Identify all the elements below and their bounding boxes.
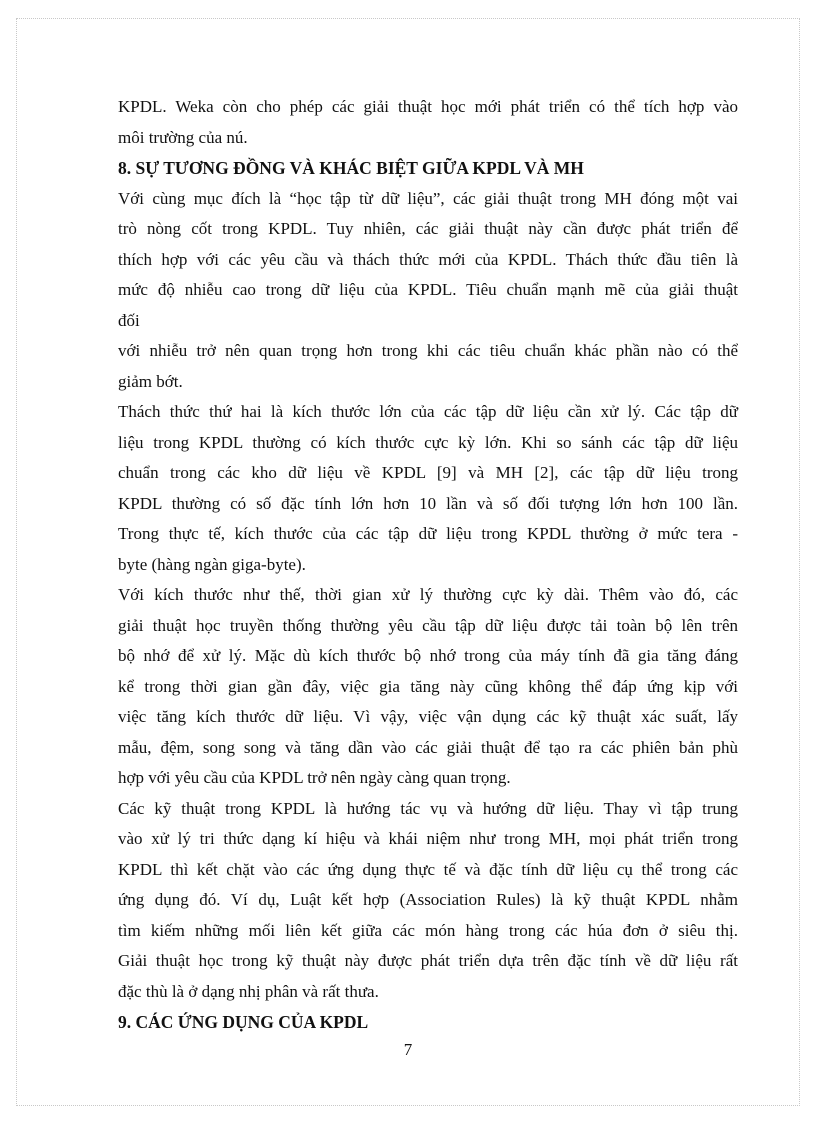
text-line: kể trong thời gian gần đây, việc gia tăng này cũng không thể đáp ứng kịp với — [118, 676, 738, 696]
text-line: byte (hàng ngàn giga-byte). — [118, 554, 306, 574]
text-line: Trong thực tế, kích thước của các tập dữ liệu trong KPDL thường ở mức tera - — [118, 524, 738, 543]
text-line: Với cùng mục đích là “học tập từ dữ liệu”, các giải thuật trong MH đóng một vai — [118, 188, 738, 208]
text-line: vào xử lý tri thức dạng kí hiệu và khái niệm như trong MH, mọi phát triển trong — [118, 829, 738, 848]
text-line: với nhiễu trở nên quan trọng hơn trong khi các tiêu chuẩn khác phần nào có thể — [118, 341, 738, 360]
page-body — [118, 92, 738, 1038]
paragraph — [118, 184, 738, 398]
paragraph — [118, 92, 738, 153]
page-number: 7 — [403, 1040, 413, 1059]
text-line: trò nòng cốt trong KPDL. Tuy nhiên, các giải thuật này cần được phát triển để — [118, 219, 738, 238]
text-line: Các kỹ thuật trong KPDL là hướng tác vụ và hướng dữ liệu. Thay vì tập trung — [118, 798, 738, 818]
text-line: đối — [118, 310, 140, 330]
section-heading: 8. SỰ TƯƠNG ĐỒNG VÀ KHÁC BIỆT GIỮA KPDL VÀ MH — [118, 158, 584, 178]
text-line: việc tăng kích thước dữ liệu. Vì vậy, việc vận dụng các kỹ thuật xác suất, lấy — [118, 707, 738, 726]
section-heading: 9. CÁC ỨNG DỤNG CỦA KPDL — [118, 1012, 369, 1032]
text-line: KPDL thường có số đặc tính lớn hơn 10 lần và số đối tượng lớn hơn 100 lần. — [118, 493, 738, 513]
paragraph — [118, 794, 738, 1008]
text-line: mẫu, đệm, song song và tăng dần vào các giải thuật để tạo ra các phiên bản phù — [118, 737, 738, 757]
text-line: KPDL. Weka còn cho phép các giải thuật học mới phát triển có thể tích hợp vào — [118, 97, 738, 116]
text-line: thích hợp với các yêu cầu và thách thức mới của KPDL. Thách thức đầu tiên là — [118, 249, 738, 269]
text-line: ứng dụng đó. Ví dụ, Luật kết hợp (Association Rules) là kỹ thuật KPDL nhằm — [118, 890, 738, 909]
text-line: KPDL thì kết chặt vào các ứng dụng thực tế và đặc tính dữ liệu cụ thể trong các — [118, 859, 738, 879]
text-line: hợp với yêu cầu của KPDL trở nên ngày càng quan trọng. — [118, 768, 511, 787]
text-line: mức độ nhiễu cao trong dữ liệu của KPDL. Tiêu chuẩn mạnh mẽ của giải thuật — [118, 280, 738, 299]
text-line: Thách thức thứ hai là kích thước lớn của các tập dữ liệu cần xử lý. Các tập dữ — [118, 402, 738, 421]
text-line: môi trường của nú. — [118, 127, 248, 147]
text-line: giảm bớt. — [118, 371, 183, 391]
text-line: đặc thù là ở dạng nhị phân và rất thưa. — [118, 981, 379, 1001]
text-line: bộ nhớ để xử lý. Mặc dù kích thước bộ nhớ trong của máy tính đã gia tăng đáng — [118, 646, 738, 665]
text-line: Giải thuật học trong kỹ thuật này được phát triển dựa trên đặc tính về dữ liệu rất — [118, 951, 738, 970]
paragraph — [118, 580, 738, 794]
paragraph — [118, 397, 738, 580]
text-line: chuẩn trong các kho dữ liệu về KPDL [9] và MH [2], các tập dữ liệu trong — [118, 463, 738, 482]
text-line: Với kích thước như thế, thời gian xử lý thường cực kỳ dài. Thêm vào đó, các — [118, 585, 738, 604]
text-line: liệu trong KPDL thường có kích thước cực kỳ lớn. Khi so sánh các tập dữ liệu — [118, 432, 738, 452]
text-line: giải thuật học truyền thống thường yêu cầu tập dữ liệu được tải toàn bộ lên trên — [118, 615, 738, 635]
text-line: tìm kiếm những mối liên kết giữa các món hàng trong các húa đơn ở siêu thị. — [118, 920, 738, 940]
